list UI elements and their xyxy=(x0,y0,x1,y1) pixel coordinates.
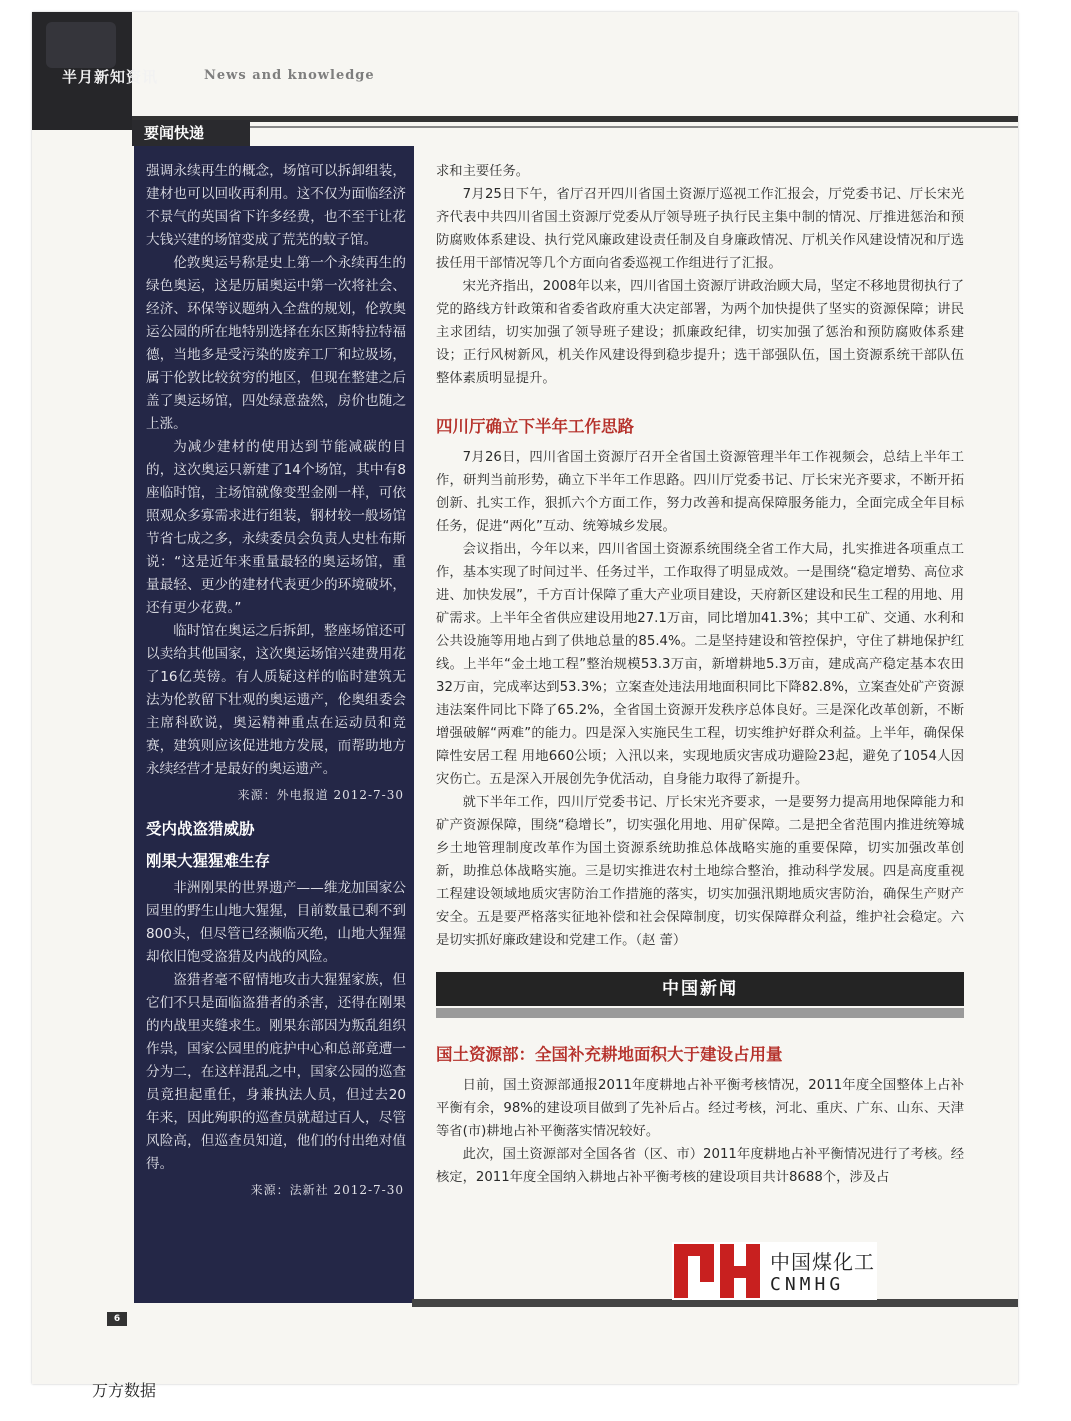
right-paragraph: 会议指出，今年以来，四川省国土资源系统围绕全省工作大局，扎实推进各项重点工作，基本实现了时间过半、任务过半，工作取得了明显成效。一是围绕“稳定增势、高位求进、加快发展”，千方百计保障了重大产业项目建设，天府新区建设和民生工程的用地、用矿需求。上半年全省供应建设用地27.1万亩，同比增加41.3%；其中工矿、交通、水利和公共设施等用地占到了供地总量的85.4%。二是坚持建设和管控保护，守住了耕地保护红线。上半年“金土地工程”整治规模53.3万亩，新增耕地5.3万亩，建成高产稳定基本农田32万亩，完成率达到53.3%；立案查处违法用地面积同比下降82.8%，立案查处矿产资源违法案件同比下降了65.2%，全省国土资源开发秩序总体良好。三是深化改革创新，不断增强破解“两难”的能力。四是深入实施民生工程，切实维护好群众利益。上半年，确保保障性安居工程 用地660公顷；入汛以来，实现地质灾害成功避险23起，避免了1054人因灾伤亡。五是深入开展创先争优活动，自身能力取得了新提升。 xyxy=(436,542,964,787)
magazine-title-cn: 半月新知资讯 xyxy=(62,68,159,86)
right-paragraph: 此次，国土资源部对全国各省（区、市）2011年度耕地占补平衡情况进行了考核。经核定，2011年度全国纳入耕地占补平衡考核的建设项目共计8688个，涉及占 xyxy=(436,1147,964,1185)
right-paragraph: 求和主要任务。 xyxy=(436,164,530,179)
logo-text-en: CNMHG xyxy=(770,1274,845,1295)
cnmhg-logo xyxy=(672,1242,877,1300)
header-photo-icon xyxy=(46,22,116,68)
top-rule-thin xyxy=(132,126,1018,128)
right-paragraph: 宋光齐指出，2008年以来，四川省国土资源厅讲政治顾大局，坚定不移地贯彻执行了党的路线方针政策和省委省政府重大决定部署，为两个加快提供了坚实的资源保障；讲民主求团结，切实加强了领导班子建设；抓廉政纪律，切实加强了惩治和预防腐败体系建设；正行风树新风，机关作风建设得到稳步提升；选干部强队伍，国土资源系统干部队伍整体素质明显提升。 xyxy=(436,279,964,386)
left-paragraph: 伦敦奥运号称是史上第一个永续再生的绿色奥运，这是历届奥运中第一次将社会、经济、环保等议题纳入全盘的规划，伦敦奥运公园的所在地特别选择在东区斯特拉特福德，当地多是受污染的废弃工厂和垃圾场，属于伦敦比较贫穷的地区，但现在整建之后盖了奥运场馆，四处绿意盎然，房价也随之上涨。 xyxy=(146,255,406,432)
article-title: 刚果大猩猩难生存 xyxy=(146,852,271,870)
right-column xyxy=(436,160,964,1189)
bottom-rule xyxy=(412,1299,1018,1307)
banner-shadow xyxy=(436,1008,964,1018)
magazine-page xyxy=(32,12,1018,1384)
right-paragraph: 就下半年工作，四川厅党委书记、厅长宋光齐要求，一是要努力提高用地保障能力和矿产资源保障，围绕“稳增长”，切实强化用地、用矿保障。二是把全省范围内推进统筹城乡土地管理制度改革作为国土资源系统助推总体战略实施的重要保障，切实加强改革创新，助推总体战略实施。三是切实推进农村土地综合整治，推动科学发展。四是高度重视工程建设领域地质灾害防治工作措施的落实，切实加强汛期地质灾害防治，确保生产财产安全。五是要严格落实征地补偿和社会保障制度，切实保障群众利益，维护社会稳定。六是切实抓好廉政建设和党建工作。（赵 蕾） xyxy=(436,795,964,948)
article-title: 受内战盗猎威胁 xyxy=(146,820,255,838)
page-number: 6 xyxy=(107,1312,127,1326)
header-band xyxy=(62,64,1002,90)
left-paragraph: 盗猎者毫不留情地攻击大猩猩家族，但它们不只是面临盗猎者的杀害，还得在刚果的内战里夹缝求生。刚果东部因为叛乱组织作祟，国家公园里的庇护中心和总部竟遭一分为二，在这样混乱之中，国家公园的巡查员竟担起重任，身兼执法人员，但过去20年来，因此殉职的巡查员就超过百人，尽管风险高，但巡查员知道，他们的付出绝对值得。 xyxy=(146,972,406,1172)
section-tag: 要闻快递 xyxy=(132,120,250,146)
right-paragraph: 日前，国土资源部通报2011年度耕地占补平衡考核情况，2011年度全国整体上占补平衡有余，98%的建设项目做到了先补后占。经过考核，河北、重庆、广东、山东、天津等省(市)耕地占补平衡落实情况较好。 xyxy=(436,1078,964,1139)
left-paragraph: 非洲刚果的世界遗产——维龙加国家公园里的野生山地大猩猩，目前数量已剩不到800头，但尽管已经濒临灭绝，山地大猩猩却依旧饱受盗猎及内战的风险。 xyxy=(146,880,406,965)
china-news-banner: 中国新闻 xyxy=(436,972,964,1006)
magazine-title-en: News and knowledge xyxy=(204,68,375,83)
right-paragraph: 7月26日，四川省国土资源厅召开全省国土资源管理半年工作视频会，总结上半年工作，研判当前形势，确立下半年工作思路。四川厅党委书记、厅长宋光齐要求，不断开拓创新、扎实工作，狠抓六个方面工作，努力改善和提高保障服务能力，全面完成全年目标任务，促进“两化”互动、统筹城乡发展。 xyxy=(436,450,964,534)
logo-mark-icon xyxy=(674,1244,762,1298)
source-line: 来源：法新社 2012-7-30 xyxy=(250,1183,404,1197)
left-paragraph: 强调永续再生的概念，场馆可以拆卸组装，建材也可以回收再利用。这不仅为面临经济不景气的英国省下许多经费，也不至于让花大钱兴建的场馆变成了荒芜的蚊子馆。 xyxy=(146,163,406,248)
right-paragraph: 7月25日下午，省厅召开四川省国土资源厅巡视工作汇报会，厅党委书记、厅长宋光齐代表中共四川省国土资源厅党委从厅领导班子执行民主集中制的情况、厅推进惩治和预防腐败体系建设、执行党风廉政建设责任制及自身廉政情况、厅机关作风建设情况和厅选拔任用干部情况等几个方面向省委巡视工作组进行了汇报。 xyxy=(436,187,964,271)
logo-text-cn: 中国煤化工 xyxy=(770,1250,875,1274)
left-paragraph: 为减少建材的使用达到节能减碳的目的，这次奥运只新建了14个场馆，其中有8座临时馆，主场馆就像变型金刚一样，可依照观众多寡需求进行组装，钢材较一般场馆节省七成之多，永续委员会负责人史杜布斯说：“这是近年来重量最轻的奥运场馆，重量最轻、更少的建材代表更少的环境破坏，还有更少花费。” xyxy=(146,439,406,616)
wanfang-watermark: 万方数据 xyxy=(92,1381,157,1400)
source-line: 来源：外电报道 2012-7-30 xyxy=(237,788,404,802)
top-rule xyxy=(132,116,1018,122)
left-paragraph: 临时馆在奥运之后拆卸，整座场馆还可以卖给其他国家，这次奥运场馆兴建费用花了16亿英镑。有人质疑这样的临时建筑无法为伦敦留下壮观的奥运遗产，伦奥组委会主席科欧说，奥运精神重点在运动员和竞赛，建筑则应该促进地方发展，而帮助地方永续经营才是最好的奥运遗产。 xyxy=(146,623,406,777)
left-column xyxy=(134,146,414,1303)
article-title: 四川厅确立下半年工作思路 xyxy=(436,417,634,436)
article-title: 国土资源部：全国补充耕地面积大于建设占用量 xyxy=(436,1045,783,1064)
